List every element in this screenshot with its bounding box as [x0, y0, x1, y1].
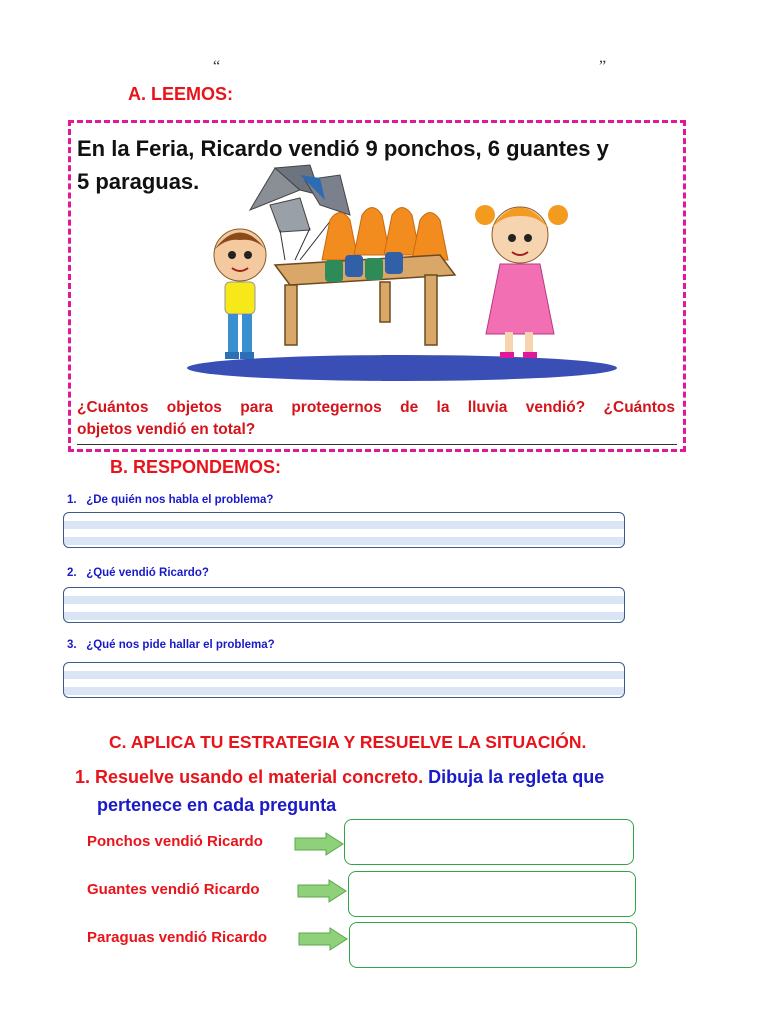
answer-2-input[interactable] [63, 587, 625, 623]
question-3-text: ¿Qué nos pide hallar el problema? [86, 639, 275, 651]
paraguas-answer-box[interactable] [349, 922, 637, 968]
question-2-number: 2. [67, 567, 77, 579]
ponchos-icon [322, 208, 448, 261]
question-1-number: 1. [67, 494, 77, 506]
step-1-blue-text: Dibuja la regleta que [428, 767, 605, 787]
guantes-label: Guantes vendió Ricardo [87, 881, 260, 898]
guantes-answer-box[interactable] [348, 871, 636, 917]
problem-question [77, 397, 675, 441]
question-line-1: ¿Cuántos objetos para protegernos de la lluvia vendió? ¿Cuántos [77, 399, 675, 416]
ponchos-label: Ponchos vendió Ricardo [87, 833, 263, 850]
question-3-number: 3. [67, 639, 77, 651]
close-quote: ” [599, 58, 607, 75]
arrow-right-icon [294, 832, 344, 856]
answer-1-input[interactable] [63, 512, 625, 548]
question-3-label [67, 639, 275, 651]
boy-icon [214, 229, 266, 359]
arrow-right-icon [297, 879, 347, 903]
ponchos-answer-box[interactable] [344, 819, 634, 865]
question-line-2: objetos vendió en total? [77, 421, 256, 438]
section-a-title: A. LEEMOS: [128, 84, 234, 104]
question-2-text: ¿Qué vendió Ricardo? [86, 567, 209, 579]
question-1-label [67, 494, 273, 506]
paraguas-label: Paraguas vendió Ricardo [87, 929, 268, 946]
problem-line-1: En la Feria, Ricardo vendió 9 ponchos, 6 guantes y [77, 136, 609, 161]
section-b-title: B. RESPONDEMOS: [110, 457, 282, 477]
girl-icon [475, 205, 568, 358]
step-1-blue-text-2: pertenece en cada pregunta [97, 795, 337, 815]
question-2-label [67, 567, 209, 579]
question-1-text: ¿De quién nos habla el problema? [86, 494, 274, 506]
arrow-right-icon [298, 927, 348, 951]
step-1-red-text: 1. Resuelve usando el material concreto. [75, 767, 424, 787]
problem-line-2: 5 paraguas. [77, 169, 200, 194]
section-c-title: C. APLICA TU ESTRATEGIA Y RESUELVE LA SITUACIÓN. [109, 732, 587, 752]
answer-3-input[interactable] [63, 662, 625, 698]
step-1-instructions [75, 763, 715, 819]
question-underline [77, 444, 677, 445]
open-quote: “ [213, 58, 221, 75]
feria-illustration [180, 160, 630, 385]
